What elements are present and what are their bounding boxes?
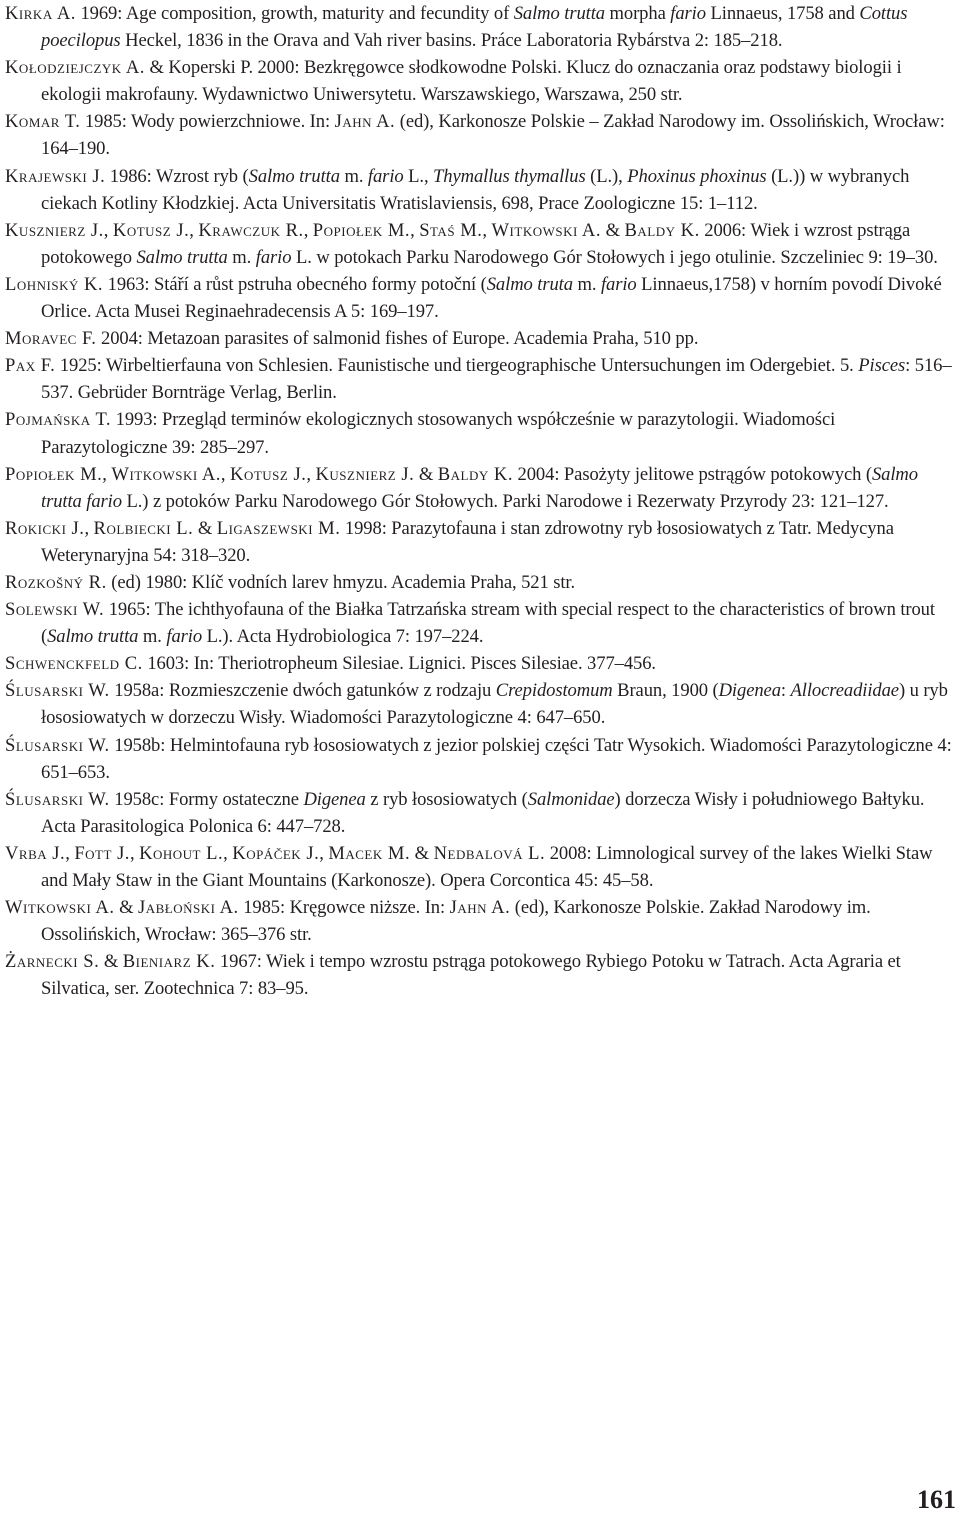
reference-text: 1958b: Helmintofauna ryb łososiowatych z jezior polskiej części Tatr Wysokich. Wiadomości Parazytologiczne 4: 651–653. <box>41 734 952 783</box>
author-name: Pax F. <box>5 355 56 377</box>
author-name: Popiołek M. <box>312 219 411 241</box>
author-name: Witkowski A. <box>111 463 221 485</box>
reference-text: 1985: Wody powierzchniowe. In: <box>80 111 335 133</box>
author-name: Bieniarz K. <box>122 951 216 973</box>
reference-text: , <box>220 463 231 485</box>
reference-text: 1603: In: Theriotropheum Silesiae. Lignici. Pisces Silesiae. 377–456. <box>142 653 656 675</box>
italic-term: Allocreadiidae <box>790 680 899 702</box>
reference-entry <box>5 786 955 840</box>
author-name: Kołodziejczyk A. <box>5 57 145 79</box>
reference-text: 2004: Pasożyty jelitowe pstrągów potokowych ( <box>512 463 872 485</box>
reference-text: , <box>103 219 113 241</box>
reference-text: & <box>601 219 625 241</box>
reference-text: & <box>99 951 123 973</box>
reference-text: : 516–537. Gebrüder Bornträge Verlag, Berlin. <box>41 355 952 404</box>
italic-term: Salmo trutta <box>47 626 139 648</box>
reference-text: 1985: Kręgowce niższe. In: <box>238 897 450 919</box>
reference-text: , <box>303 219 313 241</box>
reference-list <box>5 0 955 1002</box>
reference-text: ) u ryb łososiowatych w dorzeczu Wisły. Wiadomości Parazytologiczne 4: 647–650. <box>41 680 948 729</box>
italic-term: Crepidostomum <box>495 680 613 702</box>
reference-text: , <box>129 842 140 864</box>
reference-text: 1998: Parazytofauna i stan zdrowotny ryb łososiowatych z Tatr. Medycyna Weterynaryjna 54: 318–320. <box>41 517 894 566</box>
reference-entry <box>5 948 955 1002</box>
reference-entry <box>5 0 955 54</box>
author-name: Popiołek M. <box>5 463 103 485</box>
italic-term: Salmo trutta <box>513 3 605 24</box>
author-name: Jabłoński A. <box>137 897 239 919</box>
reference-entry <box>5 569 955 596</box>
author-name: Komar T. <box>5 111 81 133</box>
italic-term: Phoxinus phoxinus <box>627 165 767 187</box>
reference-text: (L.), <box>585 165 628 187</box>
reference-entry <box>5 54 955 108</box>
italic-term: Salmo truta <box>486 273 573 295</box>
reference-text: & Koperski P. 2000: Bezkręgowce słodkowodne Polski. Klucz do oznaczania oraz podstawy biologii i ekologii makrofauny. Wydawnictwo Uniwersytetu. Warszawskiego, Warszawa, 250 str. <box>41 57 902 106</box>
reference-text: z ryb łososiowatych ( <box>365 788 528 810</box>
reference-text: & <box>114 897 138 919</box>
italic-term: Thymallus thymallus <box>433 165 586 187</box>
reference-text: 1965: The ichthyofauna of the Białka Tatrzańska stream with special respect to the characteristics of brown trout ( <box>41 599 935 648</box>
italic-term: fario <box>166 626 203 648</box>
author-name: Vrba J. <box>5 842 66 864</box>
reference-entry <box>5 217 955 271</box>
author-name: Baldy K. <box>624 219 700 241</box>
reference-text: 1969: Age composition, growth, maturity and fecundity of <box>75 3 514 24</box>
reference-text: L. w potokach Parku Narodowego Gór Stołowych i jego otulinie. Szczeliniec 9: 19–30. <box>291 246 938 268</box>
author-name: Krawczuk R. <box>198 219 304 241</box>
reference-text: 2004: Metazoan parasites of salmonid fishes of Europe. Academia Praha, 510 pp. <box>96 328 699 350</box>
italic-term: fario <box>600 273 637 295</box>
reference-text: , <box>482 219 492 241</box>
reference-text: Linnaeus,1758) v horním povodí Divoké Orlice. Acta Musei Reginaehradecensis A 5: 169–197. <box>41 273 942 323</box>
reference-text: (L.)) w wybranych ciekach Kotliny Kłodzkiej. Acta Universitatis Wratislaviensis, 698, Prace Zoologiczne 15: 1–112. <box>41 165 910 214</box>
italic-term: Digenea <box>303 788 366 810</box>
author-name: Żarnecki S. <box>5 951 100 973</box>
author-name: Nedbalová L. <box>433 842 546 864</box>
reference-entry <box>5 406 955 460</box>
reference-text: , <box>102 463 112 485</box>
reference-text: , <box>223 842 233 864</box>
italic-term: fario <box>670 3 706 24</box>
reference-text: , <box>319 842 329 864</box>
author-name: Ślusarski W. <box>5 734 110 756</box>
reference-text: L.). Acta Hydrobiologica 7: 197–224. <box>202 626 484 648</box>
italic-term: fario <box>255 246 292 268</box>
reference-text: 2006: Wiek i wzrost pstrąga potokowego <box>41 219 911 268</box>
author-name: Witkowski A. <box>5 897 115 919</box>
reference-text: m. <box>572 273 601 295</box>
reference-entry <box>5 163 955 217</box>
author-name: Krajewski J. <box>5 165 106 187</box>
italic-term: Salmonidae <box>527 788 615 810</box>
italic-term: Salmo trutta <box>248 165 340 187</box>
reference-text: 1967: Wiek i tempo wzrostu pstrąga potokowego Rybiego Potoku w Tatrach. Acta Agraria et Silvatica, ser. Zootechnica 7: 83–95. <box>41 951 901 1000</box>
reference-text: Linnaeus, 1758 and <box>705 3 860 24</box>
author-name: Jahn A. <box>449 897 511 919</box>
reference-text: (ed), Karkonosze Polskie. Zakład Narodowy im. Ossolińskich, Wrocław: 365–376 str. <box>41 897 871 946</box>
reference-text: morpha <box>604 3 671 24</box>
reference-text: L., <box>403 165 434 187</box>
author-name: Lohniský K. <box>5 273 104 295</box>
author-name: Macek M. <box>328 842 411 864</box>
reference-text: 1963: Stáří a růst pstruha obecného formy potoční ( <box>103 273 487 295</box>
reference-text: m. <box>227 246 256 268</box>
reference-text: , <box>306 463 316 485</box>
italic-term: fario <box>367 165 404 187</box>
author-name: Kusznierz J. <box>5 219 104 241</box>
author-name: Jahn A. <box>334 111 396 133</box>
author-name: Moravec F. <box>5 328 97 350</box>
reference-entry <box>5 840 955 894</box>
reference-entry <box>5 650 955 677</box>
reference-entry <box>5 894 955 948</box>
author-name: Kotusz J. <box>112 219 190 241</box>
author-name: Baldy K. <box>437 463 513 485</box>
reference-text: , <box>84 517 94 539</box>
author-name: Staś M. <box>419 219 483 241</box>
reference-entry <box>5 461 955 515</box>
reference-text: (ed), Karkonosze Polskie – Zakład Narodowy im. Ossolińskich, Wrocław: 164–190. <box>41 111 945 160</box>
italic-term: Pisces <box>858 355 906 377</box>
author-name: Solewski W. <box>5 599 105 621</box>
italic-term: Salmo trutta fario <box>41 463 918 512</box>
italic-term: Digenea <box>718 680 781 702</box>
reference-text: m. <box>339 165 368 187</box>
reference-text: : <box>780 680 791 702</box>
author-name: Rozkošný R. <box>5 571 107 593</box>
reference-entry <box>5 325 955 352</box>
reference-text: , <box>65 842 75 864</box>
reference-text: 1958c: Formy ostateczne <box>109 788 304 810</box>
reference-text: & <box>193 517 217 539</box>
reference-text: m. <box>138 626 167 648</box>
reference-entry <box>5 352 955 406</box>
reference-text: , <box>189 219 199 241</box>
reference-entry <box>5 596 955 650</box>
reference-text: , <box>410 219 420 241</box>
author-name: Rokicki J. <box>5 517 85 539</box>
reference-entry <box>5 732 955 786</box>
reference-text: & <box>414 463 438 485</box>
reference-entry <box>5 677 955 731</box>
author-name: Fott J. <box>74 842 130 864</box>
author-name: Rolbiecki L. <box>93 517 194 539</box>
reference-text: 1993: Przegląd terminów ekologicznych stosowanych współcześnie w parazytologii. Wiadomości Parazytologiczne 39: 285–297. <box>41 409 836 458</box>
italic-term: Salmo trutta <box>136 246 228 268</box>
author-name: Pojmańska T. <box>5 409 112 431</box>
author-name: Ślusarski W. <box>5 788 110 810</box>
reference-text: L.) z potoków Parku Narodowego Gór Stołowych. Parki Narodowe i Rezerwaty Przyrody 23: 121–127. <box>121 490 889 512</box>
reference-text: 2008: Limnological survey of the lakes Wielki Staw and Mały Staw in the Giant Mountains (Karkonosze). Opera Corcontica 45: 45–58. <box>41 842 933 891</box>
author-name: Kopáček J. <box>232 842 320 864</box>
reference-text: 1925: Wirbeltierfauna von Schlesien. Faunistische und tiergeographische Untersuchungen im Odergebiet. 5. <box>55 355 859 377</box>
reference-text: ) dorzecza Wisły i południowego Bałtyku. Acta Parasitologica Polonica 6: 447–728. <box>41 788 925 837</box>
reference-entry <box>5 515 955 569</box>
reference-entry <box>5 108 955 162</box>
reference-entry <box>5 271 955 325</box>
author-name: Ślusarski W. <box>5 680 110 702</box>
reference-text: 1958a: Rozmieszczenie dwóch gatunków z rodzaju <box>109 680 496 702</box>
reference-text: Heckel, 1836 in the Orava and Vah river basins. Práce Laboratoria Rybárstva 2: 185–218. <box>120 30 783 52</box>
author-name: Kusznierz J. <box>315 463 415 485</box>
author-name: Kirka A. <box>5 3 76 24</box>
author-name: Kotusz J. <box>230 463 307 485</box>
reference-text: 1986: Wzrost ryb ( <box>105 165 249 187</box>
reference-text: Braun, 1900 ( <box>612 680 719 702</box>
author-name: Kohout L. <box>139 842 224 864</box>
reference-text: (ed) 1980: Klíč vodních larev hmyzu. Academia Praha, 521 str. <box>106 571 576 593</box>
author-name: Ligaszewski M. <box>216 517 341 539</box>
page-number: 161 <box>917 1485 956 1514</box>
author-name: Schwenckfeld C. <box>5 653 143 675</box>
author-name: Witkowski A. <box>491 219 602 241</box>
reference-text: & <box>410 842 434 864</box>
italic-term: Cottus poecilopus <box>41 3 908 52</box>
